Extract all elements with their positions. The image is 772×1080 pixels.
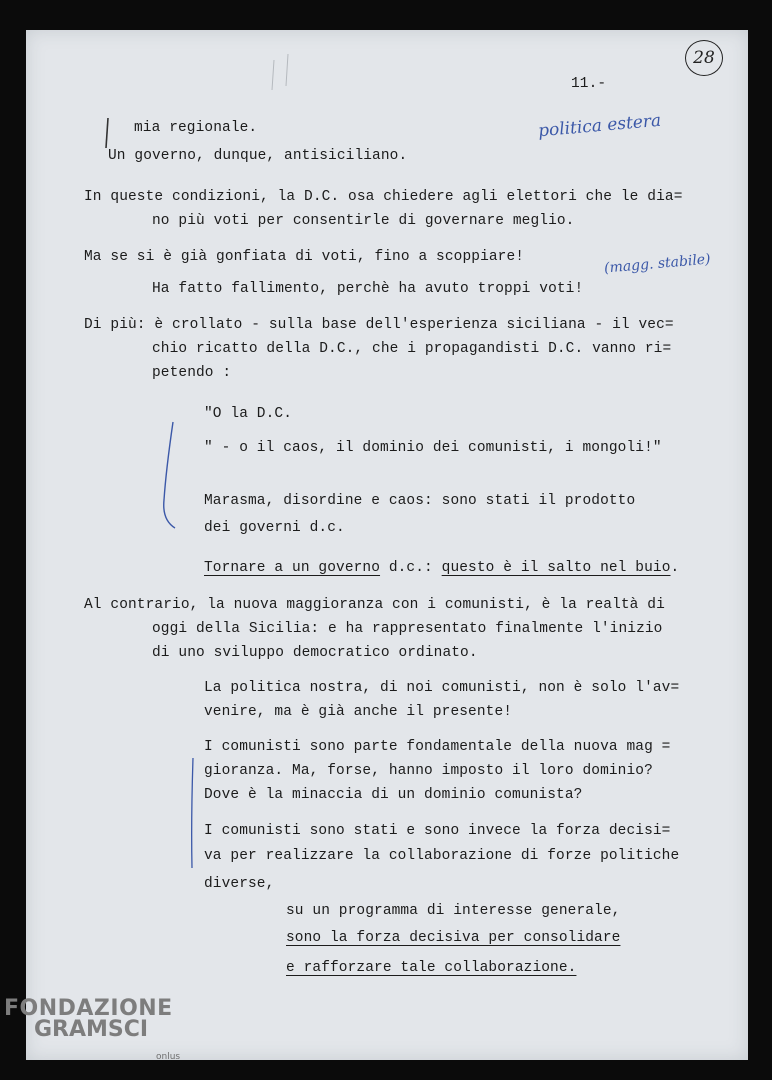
text-line: Ma se si è già gonfiata di voti, fino a scoppiare! xyxy=(84,249,525,265)
text-line: va per realizzare la collaborazione di forze politiche xyxy=(204,848,680,864)
quote-line: " - o il caos, il dominio dei comunisti, i mongoli!" xyxy=(204,440,662,456)
underlined-line: sono la forza decisiva per consolidare xyxy=(286,930,621,946)
text-line: no più voti per consentirle di governare meglio. xyxy=(152,213,575,229)
underlined-line: e rafforzare tale collaborazione. xyxy=(286,960,577,976)
pen-marks xyxy=(26,30,748,1060)
text-line: venire, ma è già anche il presente! xyxy=(204,704,513,720)
watermark-line: FONDAZIONE xyxy=(4,996,173,1021)
text-line: I comunisti sono stati e sono invece la forza decisi= xyxy=(204,823,671,839)
underlined-phrase: Tornare a un governo xyxy=(204,560,381,576)
text-line: Dove è la minaccia di un dominio comunista? xyxy=(204,787,583,803)
text-line: chio ricatto della D.C., che i propagandisti D.C. vanno ri= xyxy=(152,341,672,357)
text-line: mia regionale. xyxy=(134,120,258,136)
text-line: I comunisti sono parte fondamentale della nuova mag = xyxy=(204,739,671,755)
handwritten-note-politica-estera: politica estera xyxy=(537,110,662,142)
watermark-line: GRAMSCI xyxy=(34,1017,149,1042)
text-line: In queste condizioni, la D.C. osa chiedere agli elettori che le dia= xyxy=(84,189,683,205)
text-line: Al contrario, la nuova maggioranza con i comunisti, è la realtà di xyxy=(84,597,665,613)
watermark-subline: onlus xyxy=(156,1052,181,1062)
text-line: Di più: è crollato - sulla base dell'esperienza siciliana - il vec= xyxy=(84,317,674,333)
folio-number: 28 xyxy=(693,48,715,68)
page-number: 11.- xyxy=(571,76,607,92)
text-line: Marasma, disordine e caos: sono stati il prodotto xyxy=(204,493,636,509)
text-line: Un governo, dunque, antisiciliano. xyxy=(108,148,408,164)
text-line: su un programma di interesse generale, xyxy=(286,903,621,919)
document-page xyxy=(26,30,748,1060)
text-line: petendo : xyxy=(152,365,232,381)
text-line: oggi della Sicilia: e ha rappresentato finalmente l'inizio xyxy=(152,621,663,637)
margin-bracket-mark xyxy=(192,758,193,868)
text-line: dei governi d.c. xyxy=(204,520,345,536)
handwritten-note-magg-stabile: (magg. stabile) xyxy=(603,251,712,277)
text-segment: d.c.: xyxy=(380,560,442,576)
watermark-logo xyxy=(4,996,181,1062)
margin-bracket-mark xyxy=(164,422,175,528)
quote-line: "O la D.C. xyxy=(204,406,293,422)
text-line: di uno sviluppo democratico ordinato. xyxy=(152,645,478,661)
text-line: gioranza. Ma, forse, hanno imposto il loro dominio? xyxy=(204,763,653,779)
faint-pencil-mark xyxy=(272,54,288,90)
underlined-phrase: questo è il salto nel buio xyxy=(441,560,671,576)
text-line: diverse, xyxy=(204,876,275,892)
text-line: Ha fatto fallimento, perchè ha avuto troppi voti! xyxy=(152,281,584,297)
margin-bar-mark xyxy=(106,118,108,148)
text-line: La politica nostra, di noi comunisti, non è solo l'av= xyxy=(204,680,680,696)
text-segment: . xyxy=(670,560,680,576)
